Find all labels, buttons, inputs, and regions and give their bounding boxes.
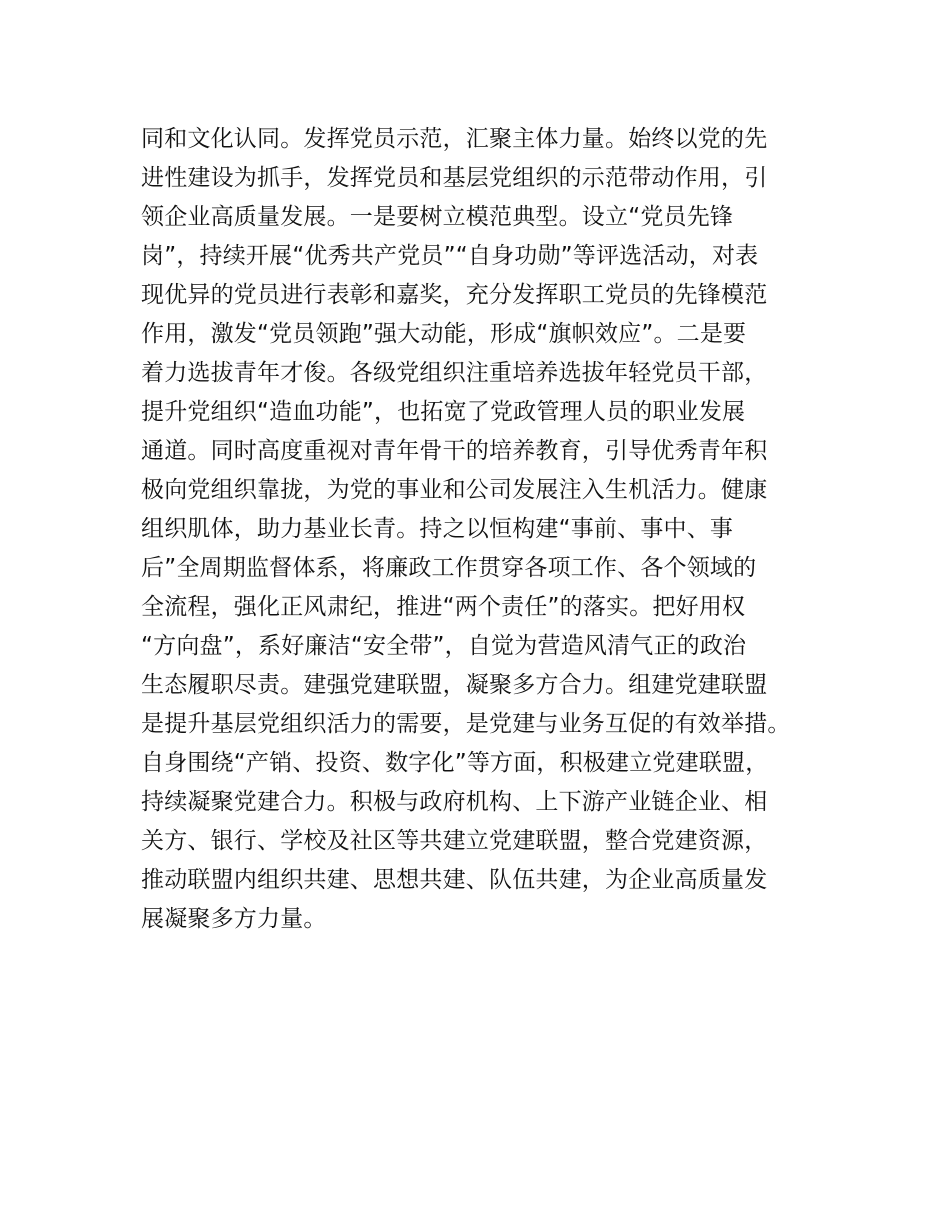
text-line: 同和文化认同。发挥党员示范，汇聚主体力量。始终以党的先 — [141, 126, 768, 152]
text-line: 生态履职尽责。建强党建联盟，凝聚多方合力。组建党建联盟 — [141, 672, 768, 698]
text-line: “方向盘”，系好廉洁“安全带”，自觉为营造风清气正的政治 — [141, 633, 747, 659]
text-line: 提升党组织“造血功能”，也拓宽了党政管理人员的职业发展 — [141, 399, 746, 425]
text-line: 持续凝聚党建合力。积极与政府机构、上下游产业链企业、相 — [141, 789, 768, 815]
text-line: 后”全周期监督体系，将廉政工作贯穿各项工作、各个领域的 — [141, 555, 757, 581]
body-paragraph — [141, 120, 841, 939]
text-line: 岗”，持续开展“优秀共产党员”“自身功勋”等评选活动，对表 — [141, 243, 759, 269]
text-line: 展凝聚多方力量。 — [141, 906, 327, 932]
text-line: 极向党组织靠拢，为党的事业和公司发展注入生机活力。健康 — [141, 477, 768, 503]
text-line: 关方、银行、学校及社区等共建立党建联盟，整合党建资源， — [141, 828, 768, 854]
text-line: 领企业高质量发展。一是要树立模范典型。设立“党员先锋 — [141, 204, 734, 230]
text-line: 推动联盟内组织共建、思想共建、队伍共建，为企业高质量发 — [141, 867, 768, 893]
text-line: 是提升基层党组织活力的需要，是党建与业务互促的有效举措。 — [141, 711, 791, 737]
text-line: 自身围绕“产销、投资、数字化”等方面，积极建立党建联盟， — [141, 750, 769, 776]
text-line: 作用，激发“党员领跑”强大动能，形成“旗帜效应”。二是要 — [141, 321, 747, 347]
text-line: 组织肌体，助力基业长青。持之以恒构建“事前、事中、事 — [141, 516, 734, 542]
text-line: 全流程，强化正风肃纪，推进“两个责任”的落实。把好用权 — [141, 594, 746, 620]
text-line: 进性建设为抓手，发挥党员和基层党组织的示范带动作用，引 — [141, 165, 768, 191]
text-line: 着力选拔青年才俊。各级党组织注重培养选拔年轻党员干部， — [141, 360, 768, 386]
text-line: 通道。同时高度重视对青年骨干的培养教育，引导优秀青年积 — [141, 438, 768, 464]
text-line: 现优异的党员进行表彰和嘉奖，充分发挥职工党员的先锋模范 — [141, 282, 768, 308]
